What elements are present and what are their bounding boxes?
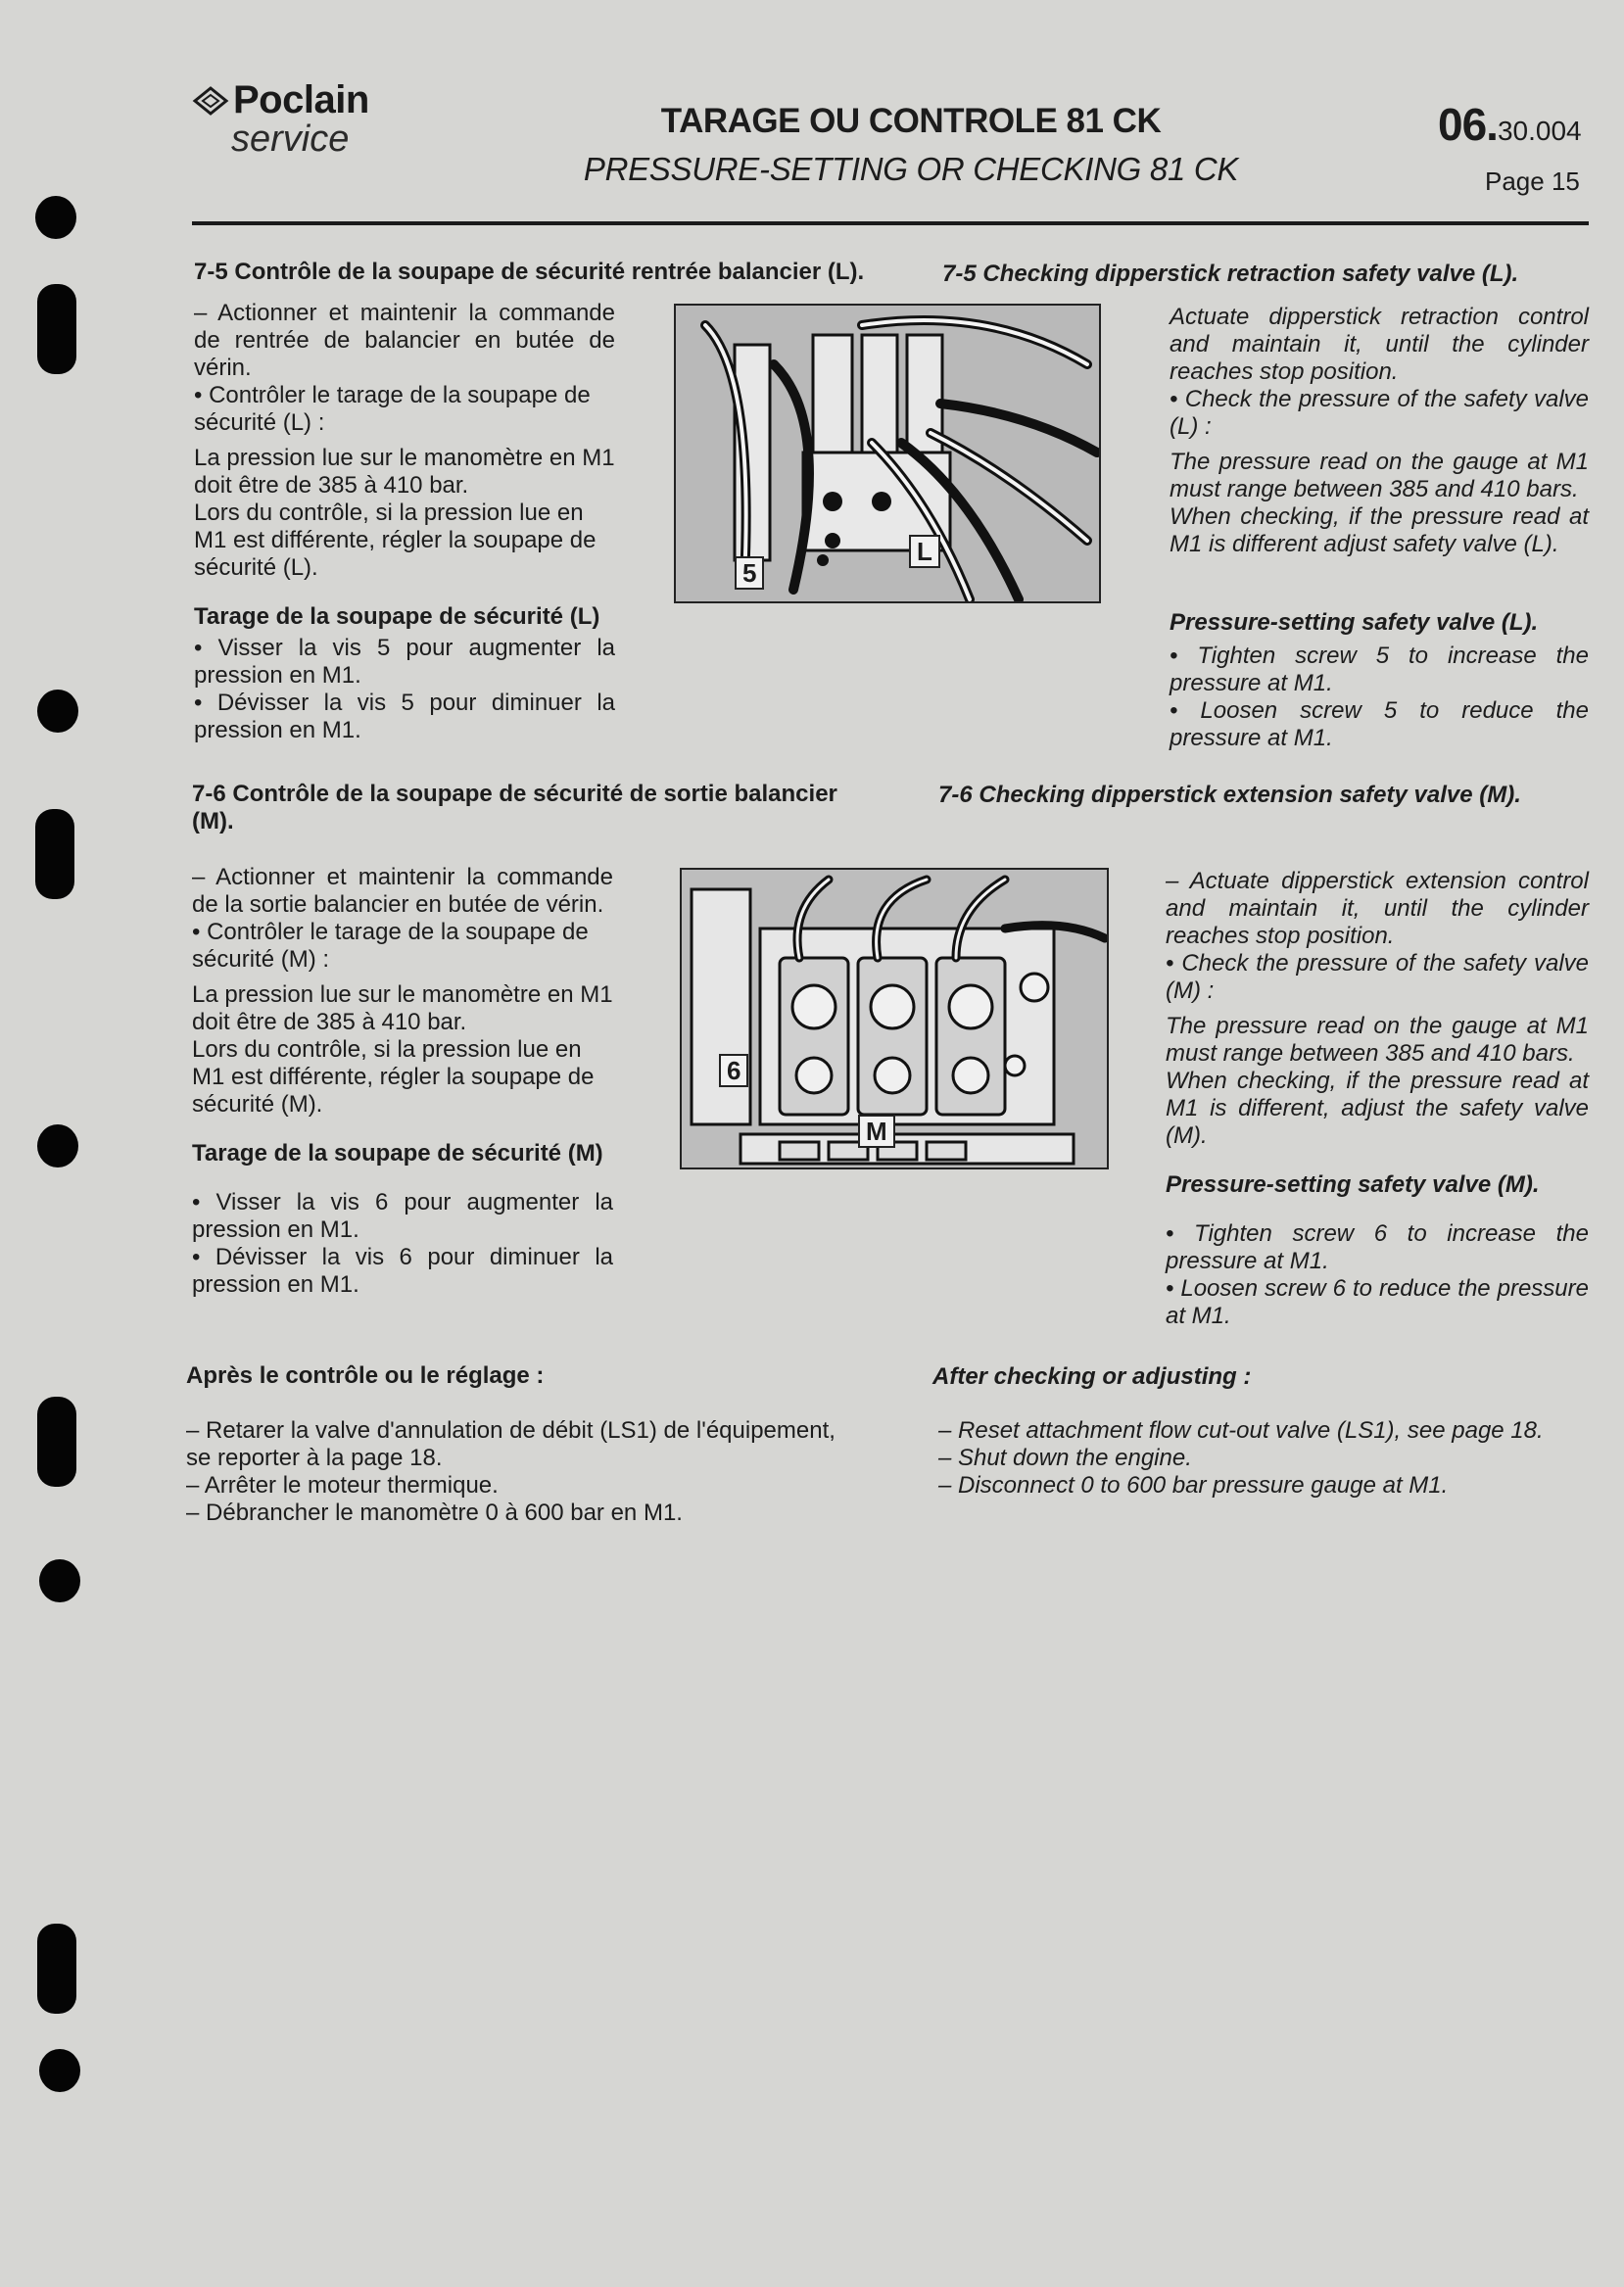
binder-hole: [39, 2049, 80, 2092]
brand-subtitle: service: [231, 119, 350, 160]
paragraph: • Loosen screw 6 to reduce the pressure at M1.: [1166, 1275, 1589, 1329]
list-item: – Reset attachment flow cut-out valve (LS1), see page 18.: [938, 1417, 1544, 1444]
paragraph: The pressure read on the gauge at M1 must range between 385 and 410 bars.: [1170, 449, 1589, 502]
after-heading-en: After checking or adjusting :: [932, 1363, 1252, 1390]
binder-hole: [37, 1924, 76, 2014]
paragraph: • Contrôler le tarage de la soupape de sécurité (L) :: [194, 382, 591, 436]
list-item: – Arrêter le moteur thermique.: [186, 1472, 499, 1499]
paragraph: • Dévisser la vis 6 pour diminuer la pression en M1.: [192, 1244, 613, 1298]
callout-valve-m: M: [858, 1115, 895, 1148]
figure-valve-m: [680, 868, 1109, 1169]
callout-valve-l: L: [909, 535, 940, 568]
paragraph: – Actionner et maintenir la commande de rentrée de balancier en butée de vérin.: [194, 300, 615, 381]
figure-valve-l: [674, 304, 1101, 603]
brand-logo: [192, 78, 369, 161]
setting-heading: Pressure-setting safety valve (M).: [1166, 1171, 1540, 1198]
document-number: 06.30.004: [1438, 99, 1582, 150]
list-item: – Shut down the engine.: [938, 1445, 1192, 1471]
paragraph: • Check the pressure of the safety valve (L) :: [1170, 386, 1589, 440]
section-75-text-en: [1170, 304, 1589, 752]
after-list-en: [938, 1417, 1589, 1500]
setting-heading: Tarage de la soupape de sécurité (M): [192, 1140, 603, 1167]
binder-hole: [39, 1559, 80, 1602]
paragraph: • Tighten screw 5 to increase the pressure at M1.: [1170, 643, 1589, 696]
paragraph: – Actuate dipperstick extension control and maintain it, until the cylinder reaches stop position.: [1166, 868, 1589, 949]
paragraph: The pressure read on the gauge at M1 must range between 385 and 410 bars.: [1166, 1013, 1589, 1067]
page-title-fr: TARAGE OU CONTROLE 81 CK: [660, 102, 1162, 140]
paragraph: La pression lue sur le manomètre en M1 doit être de 385 à 410 bar.: [192, 981, 613, 1035]
binder-hole: [35, 196, 76, 239]
diamond-logo-icon: [192, 86, 229, 116]
paragraph: • Visser la vis 6 pour augmenter la pression en M1.: [192, 1189, 613, 1243]
paragraph: Actuate dipperstick retraction control and maintain it, until the cylinder reaches stop position.: [1170, 304, 1589, 385]
paragraph: • Check the pressure of the safety valve (M) :: [1166, 950, 1589, 1004]
paragraph: • Contrôler le tarage de la soupape de sécurité (M) :: [192, 919, 589, 973]
binder-hole: [37, 284, 76, 374]
callout-screw-5: 5: [735, 556, 764, 590]
callout-screw-6: 6: [719, 1054, 748, 1087]
brand-name: Poclain: [233, 78, 369, 121]
section-76-heading-en: 7-6 Checking dipperstick extension safety valve (M).: [938, 782, 1521, 808]
setting-heading: Tarage de la soupape de sécurité (L): [194, 603, 600, 630]
paragraph: Lors du contrôle, si la pression lue en M1 est différente, régler la soupape de sécurité (M).: [192, 1036, 595, 1118]
setting-heading: Pressure-setting safety valve (L).: [1170, 609, 1539, 636]
section-76-text-en: [1166, 868, 1589, 1330]
section-76-heading-fr: 7-6 Contrôle de la soupape de sécurité de sortie balancier (M).: [192, 781, 837, 834]
after-heading-fr: Après le contrôle ou le réglage :: [186, 1362, 545, 1389]
paragraph: When checking, if the pressure read at M1 is different, adjust the safety valve (M).: [1166, 1068, 1589, 1149]
binder-hole: [37, 1124, 78, 1167]
binder-hole: [35, 809, 74, 899]
list-item: – Débrancher le manomètre 0 à 600 bar en M1.: [186, 1500, 683, 1526]
binder-hole: [37, 690, 78, 733]
paragraph: – Actionner et maintenir la commande de la sortie balancier en butée de vérin.: [192, 864, 613, 918]
page-title-en: PRESSURE-SETTING OR CHECKING 81 CK: [583, 151, 1239, 187]
paragraph: • Visser la vis 5 pour augmenter la pression en M1.: [194, 635, 615, 689]
section-75-heading-en: 7-5 Checking dipperstick retraction safety valve (L).: [942, 261, 1519, 287]
paragraph: • Loosen screw 5 to reduce the pressure at M1.: [1170, 697, 1589, 751]
paragraph: When checking, if the pressure read at M1 is different adjust safety valve (L).: [1170, 503, 1589, 557]
list-item: – Disconnect 0 to 600 bar pressure gauge at M1.: [938, 1472, 1449, 1499]
list-item: – Retarer la valve d'annulation de débit (LS1) de l'équipement, se reporter à la page 18.: [186, 1417, 836, 1471]
binder-hole: [37, 1397, 76, 1487]
paragraph: • Tighten screw 6 to increase the pressure at M1.: [1166, 1220, 1589, 1274]
paragraph: Lors du contrôle, si la pression lue en M1 est différente, régler la soupape de sécurité (L).: [194, 500, 597, 581]
section-76-text-fr: [192, 864, 613, 1299]
paragraph: La pression lue sur le manomètre en M1 doit être de 385 à 410 bar.: [194, 445, 615, 499]
paragraph: • Dévisser la vis 5 pour diminuer la pression en M1.: [194, 690, 615, 743]
after-list-fr: [186, 1417, 852, 1527]
page-number: Page 15: [1485, 167, 1580, 196]
section-75-text-fr: [194, 300, 615, 744]
header-divider: [192, 221, 1589, 225]
section-75-heading-fr: 7-5 Contrôle de la soupape de sécurité rentrée balancier (L).: [194, 259, 865, 285]
